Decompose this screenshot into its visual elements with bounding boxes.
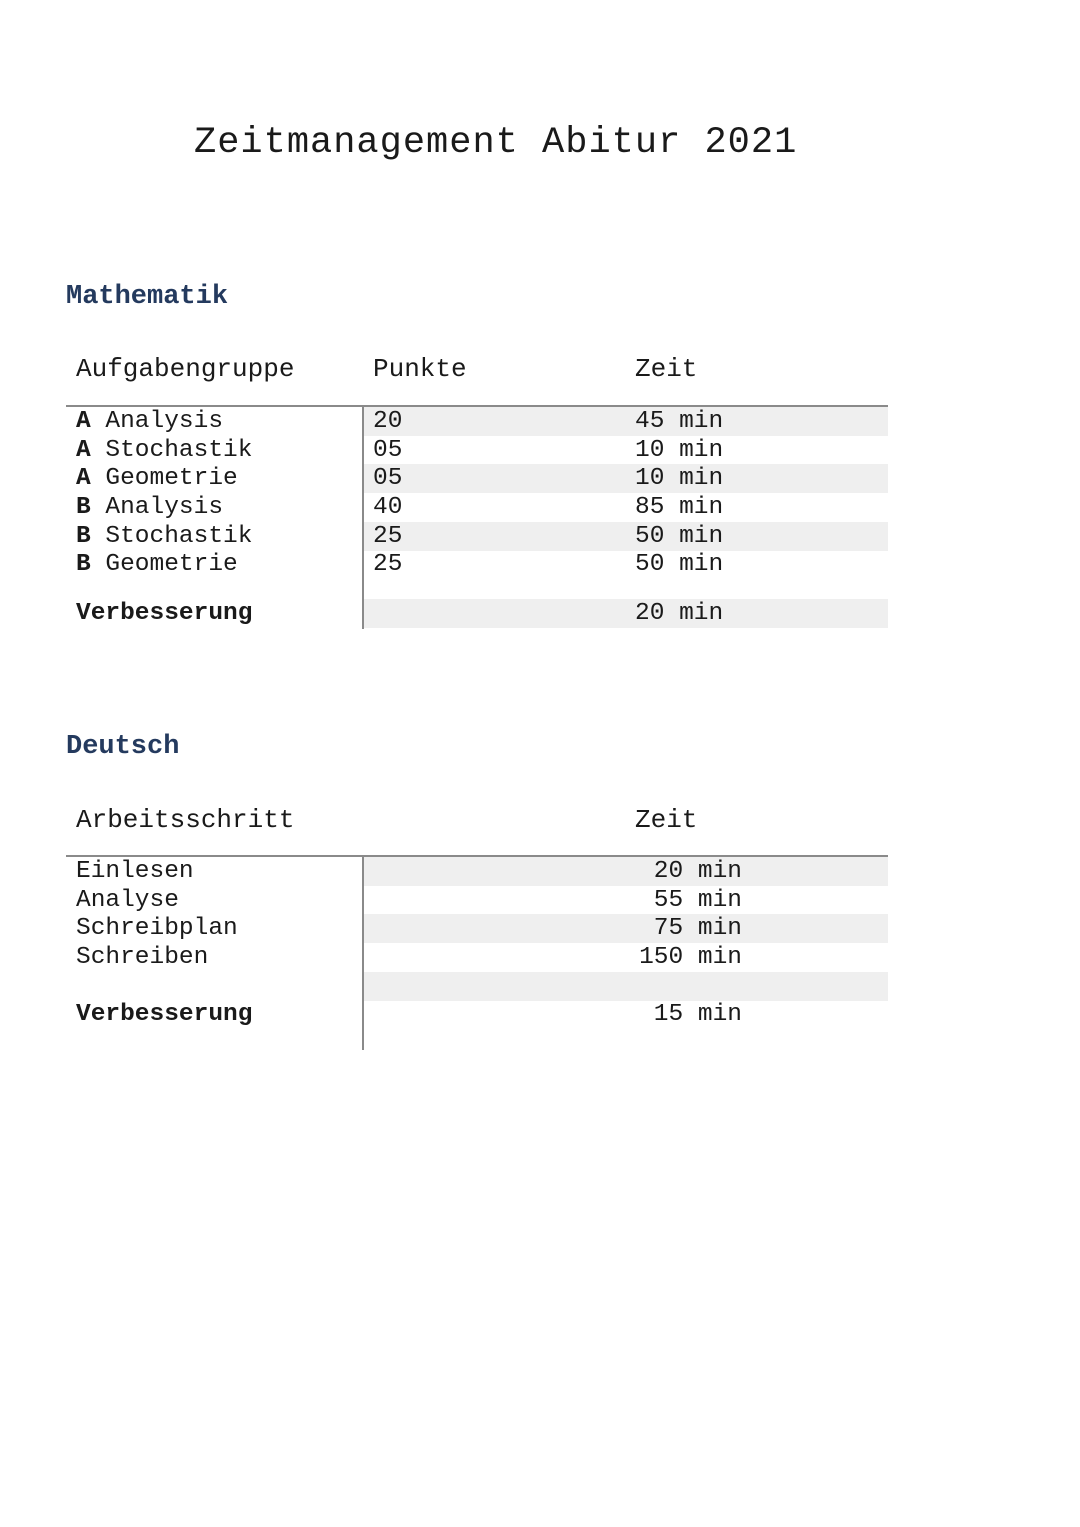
table-row <box>66 943 888 972</box>
table-row <box>66 550 888 579</box>
table-row <box>66 857 888 886</box>
task-label: A Analysis <box>76 408 224 435</box>
time-value: 85 min <box>635 494 724 521</box>
step-label: Analyse <box>76 887 179 914</box>
table-row <box>66 886 888 915</box>
table-row-verbesserung <box>66 1000 888 1029</box>
task-label: B Geometrie <box>76 551 238 578</box>
table-row <box>66 522 888 551</box>
correction-label: Verbesserung <box>76 600 253 627</box>
table-row <box>66 436 888 465</box>
task-label: B Stochastik <box>76 523 253 550</box>
task-label: A Stochastik <box>76 437 253 464</box>
column-header-zeit: Zeit <box>635 805 698 835</box>
task-label: A Geometrie <box>76 465 238 492</box>
points-value: 20 <box>373 408 403 435</box>
points-value: 05 <box>373 465 403 492</box>
points-value: 40 <box>373 494 403 521</box>
table-row <box>66 914 888 943</box>
column-header-zeit: Zeit <box>635 354 698 384</box>
points-value: 25 <box>373 523 403 550</box>
points-value: 05 <box>373 437 403 464</box>
time-value: 50 min <box>635 551 724 578</box>
table-row-verbesserung <box>66 599 888 628</box>
correction-time: 15 min <box>653 1001 742 1028</box>
step-label: Schreibplan <box>76 915 238 942</box>
column-header-aufgabengruppe: Aufgabengruppe <box>76 354 295 384</box>
correction-label: Verbesserung <box>76 1001 253 1028</box>
time-value: 10 min <box>635 437 724 464</box>
section-heading-deutsch: Deutsch <box>66 732 180 762</box>
points-value: 25 <box>373 551 403 578</box>
column-header-arbeitsschritt: Arbeitsschritt <box>76 805 295 835</box>
time-value: 75 min <box>653 915 742 942</box>
time-value: 50 min <box>635 523 724 550</box>
step-label: Schreiben <box>76 944 209 971</box>
table-row <box>66 464 888 493</box>
time-value: 45 min <box>635 408 724 435</box>
table-row-spacer <box>66 972 888 1001</box>
time-value: 10 min <box>635 465 724 492</box>
correction-time: 20 min <box>635 600 724 627</box>
time-value: 55 min <box>653 887 742 914</box>
task-label: B Analysis <box>76 494 224 521</box>
step-label: Einlesen <box>76 858 194 885</box>
section-heading-mathematik: Mathematik <box>66 282 229 312</box>
page-title: Zeitmanagement Abitur 2021 <box>194 122 798 164</box>
table-row <box>66 493 888 522</box>
table-row <box>66 407 888 436</box>
time-value: 150 min <box>639 944 742 971</box>
time-value: 20 min <box>653 858 742 885</box>
column-header-punkte: Punkte <box>373 354 467 384</box>
